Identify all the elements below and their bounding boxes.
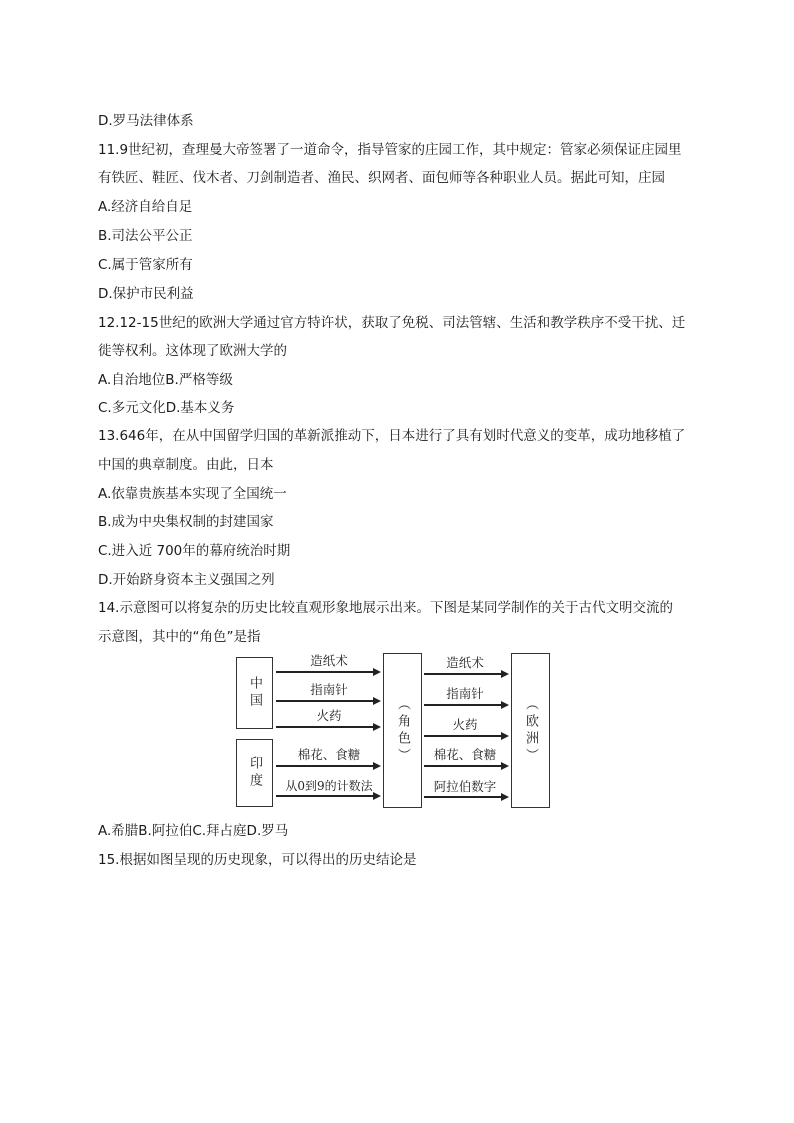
left-arrow-label-cotton-sugar: 棉花、食糖 — [297, 747, 361, 762]
option-d-q13: D.开始跻身资本主义强国之列 — [98, 572, 275, 588]
left-arrow-label-gunpowder: 火药 — [316, 708, 342, 723]
china-label: 中国 — [247, 676, 262, 710]
question-14-stem-cont: 示意图，其中的“角色”是指 — [98, 629, 261, 645]
right-arrow-label-papermaking: 造纸术 — [446, 655, 484, 670]
arrow-compass-right — [424, 704, 502, 706]
right-arrow-label-arabic-numerals: 阿拉伯数字 — [433, 779, 497, 794]
role-box — [383, 653, 422, 808]
arrow-numerals-left — [276, 795, 374, 797]
europe-box — [511, 653, 550, 808]
india-label: 印度 — [247, 756, 262, 790]
option-b-q11: B.司法公平公正 — [98, 228, 193, 244]
question-11-stem-cont: 有铁匠、鞋匠、伐木者、刀剑制造者、渔民、织网者、面包师等各种职业人员。据此可知，庄园 — [98, 170, 665, 186]
option-d-q11: D.保护市民利益 — [98, 286, 194, 302]
question-11-stem: 11.9世纪初，查理曼大帝签署了一道命令，指导管家的庄园工作，其中规定：管家必须保证庄园里 — [98, 142, 682, 158]
question-14-stem: 14.示意图可以将复杂的历史比较直观形象地展示出来。下图是某同学制作的关于古代文明交流的 — [98, 600, 673, 616]
question-13-stem-cont: 中国的典章制度。由此，日本 — [98, 457, 274, 473]
right-arrow-label-cotton-sugar: 棉花、食糖 — [433, 747, 497, 762]
option-c-q13: C.进入近 700年的幕府统治时期 — [98, 543, 291, 559]
arrow-gunpowder-left — [276, 726, 374, 728]
question-12-stem-cont: 徙等权利。这体现了欧洲大学的 — [98, 343, 287, 359]
question-13-stem: 13.646年，在从中国留学归国的革新派推动下，日本进行了具有划时代意义的变革，成功地移植了 — [98, 428, 686, 444]
option-d-q10: D.罗马法律体系 — [98, 113, 194, 129]
europe-label: （欧洲） — [523, 696, 538, 765]
arrow-cotton-sugar-left — [276, 765, 374, 767]
option-a-q13: A.依靠贵族基本实现了全国统一 — [98, 486, 287, 502]
china-box — [236, 657, 273, 729]
question-12-stem: 12.12-15世纪的欧洲大学通过官方特许状，获取了免税、司法管辖、生活和教学秩序不受干扰、迁 — [98, 315, 686, 331]
left-arrow-label-numerals: 从0到9的计数法 — [285, 779, 373, 793]
option-c-q11: C.属于管家所有 — [98, 257, 193, 273]
arrow-gunpowder-right — [424, 735, 502, 737]
arrow-papermaking-left — [276, 671, 374, 673]
options-q14: A.希腊B.阿拉伯C.拜占庭D.罗马 — [98, 823, 289, 839]
india-box — [236, 739, 273, 807]
right-arrow-label-gunpowder: 火药 — [452, 717, 478, 732]
arrow-compass-left — [276, 700, 374, 702]
question-15-stem: 15.根据如图呈现的历史现象，可以得出的历史结论是 — [98, 852, 417, 868]
option-a-q11: A.经济自给自足 — [98, 199, 193, 215]
right-arrow-label-compass: 指南针 — [446, 686, 484, 701]
arrow-arabic-numerals-right — [424, 796, 502, 798]
options-cd-q12: C.多元文化D.基本义务 — [98, 400, 235, 416]
arrow-papermaking-right — [424, 673, 502, 675]
arrow-cotton-sugar-right — [424, 765, 502, 767]
left-arrow-label-compass: 指南针 — [310, 682, 348, 697]
option-b-q13: B.成为中央集权制的封建国家 — [98, 514, 274, 530]
left-arrow-label-papermaking: 造纸术 — [310, 653, 348, 668]
role-label: （角色） — [395, 696, 410, 765]
options-ab-q12: A.自治地位B.严格等级 — [98, 372, 233, 388]
civilization-exchange-diagram — [236, 651, 554, 808]
